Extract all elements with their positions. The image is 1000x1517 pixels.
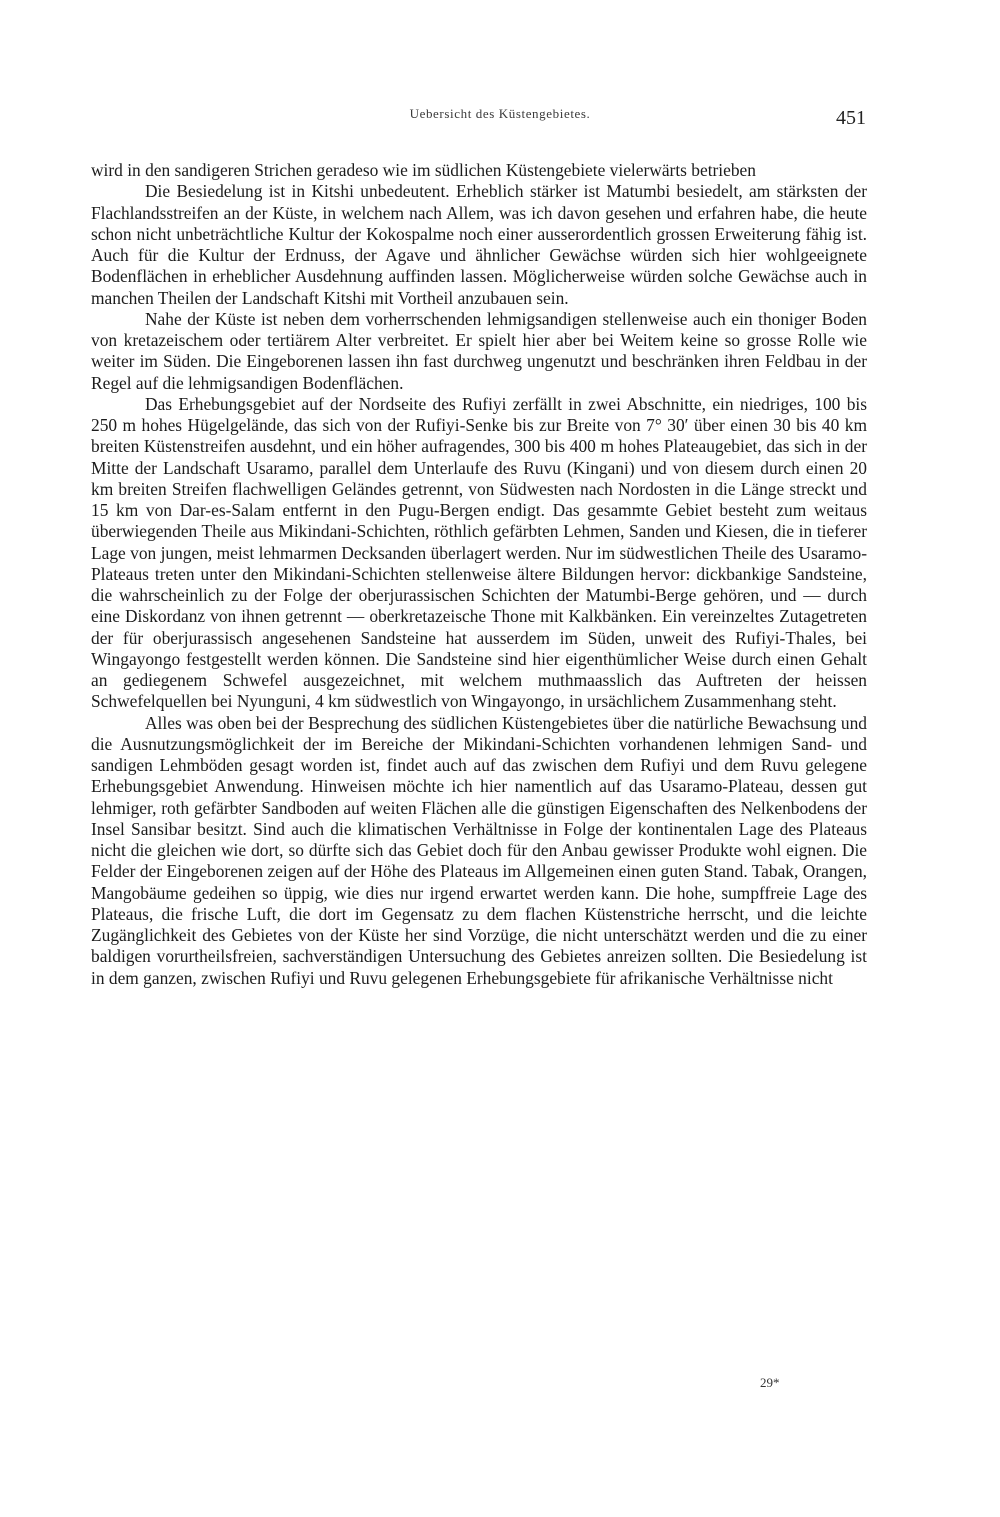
running-title: Uebersicht des Küstengebietes. [409,106,591,121]
paragraph-soil: Nahe der Küste ist neben dem vorherrschenden lehmigsandigen stellenweise auch ein thoniger Boden von kretazeischem oder tertiärem Alter verbreitet. Er spielt hier aber bei Weitem keine so grosse Rolle wie weiter im Süden. Die Eingeborenen lassen ihn fast durchweg ungenutzt und beschränken ihren Feldbau in der Regel auf die lehmigsandigen Bodenflächen. [91,308,867,393]
paragraph-uplands: Das Erhebungsgebiet auf der Nordseite des Rufiyi zerfällt in zwei Abschnitte, ein niedriges, 100 bis 250 m hohes Hügelgelände, das sich von der Rufiyi-Senke bis zur Breite von 7° 30′ über einen 30 bis 40 km breiten Küstenstreifen ausdehnt, und ein höher aufragendes, 300 bis 400 m hohes Plateaugebiet, das sich in der Mitte der Landschaft Usaramo, parallel dem Unterlaufe des Ruvu (Kingani) und von diesem durch einen 20 km breiten Streifen flachwelligen Geländes getrennt, von Südwesten nach Nordosten in die Länge streckt und 15 km von Dar-es-Salam entfernt in den Pugu-Bergen endigt. Das gesammte Gebiet besteht zum weitaus überwiegenden Theile aus Mikindani-Schichten, röthlich gefärbten Lehmen, Sanden und Kiesen, die in tieferer Lage von jungen, meist lehmarmen Decksanden überlagert werden. Nur im südwestlichen Theile des Usaramo-Plateaus treten unter den Mikindani-Schichten stellenweise ältere Bildungen hervor: dickbankige Sandsteine, die wahrscheinlich zu der Folge der oberjurassischen Schichten der Matumbi-Berge gehören, und — durch eine Diskordanz von ihnen getrennt — oberkretazeische Thone mit Kalkbänken. Ein vereinzeltes Zutagetreten der für oberjurassisch angesehenen Sandsteine hat ausserdem im Süden, unweit des Rufiyi-Thales, bei Wingayongo festgestellt werden können. Die Sandsteine sind hier eigenthümlicher Weise durch einen Gehalt an gediegenem Schwefel ausgezeichnet, mit welchem muthmaasslich das Auftreten der heissen Schwefelquellen bei Nyunguni, 4 km südwestlich von Wingayongo, in ursächlichem Zusammenhang steht. [91,393,867,712]
signature-mark: 29* [760,1375,780,1390]
paragraph-settlement: Die Besiedelung ist in Kitshi unbedeutent. Erheblich stärker ist Matumbi besiedelt, am stärksten der Flachlandsstreifen an der Küste, in welchem nach Allem, was ich davon gesehen und erfahren habe, die heute schon nicht unbeträchtliche Kultur der Kokospalme noch einer ausserordentlich grossen Erweiterung fähig ist. Auch für die Kultur der Erdnuss, der Agave und ähnlicher Gewächse würden sich hier wohlgeeignete Bodenflächen in erheblicher Ausdehnung auffinden lassen. Möglicherweise würden solche Gewächse auch in manchen Theilen der Landschaft Kitshi mit Vortheil anzubauen sein. [91,181,867,308]
paragraph-continuation: wird in den sandigeren Strichen geradeso wie im südlichen Küstengebiete vielerwärts betrieben [91,160,756,180]
body-text [91,160,867,989]
paragraph-usaramo-plateau: Alles was oben bei der Besprechung des südlichen Küstengebietes über die natürliche Bewachsung und die Ausnutzungsmöglichkeit der im Bereiche der Mikindani-Schichten vorhandenen lehmigen Sand- und sandigen Lehmböden gesagt worden ist, findet auch auf das zwischen dem Rufiyi und dem Ruvu gelegene Erhebungsgebiet Anwendung. Hinweisen möchte ich hier namentlich auf das Usaramo-Plateau, dessen gut lehmiger, roth gefärbter Sandboden auf weiten Flächen alle die günstigen Eigenschaften des Nelkenbodens der Insel Sansibar besitzt. Sind auch die klimatischen Verhältnisse in Folge der kontinentalen Lage des Plateaus nicht die gleichen wie dort, so dürfte sich das Gebiet doch für den Anbau gewisser Produkte wohl eignen. Die Felder der Eingeborenen zeigen auf der Höhe des Plateaus im Allgemeinen einen guten Stand. Tabak, Orangen, Mangobäume gedeihen so üppig, wie dies nur irgend erwartet werden kann. Die hohe, sumpffreie Lage des Plateaus, die frische Luft, die dort im Gegensatz zu dem flachen Küstenstriche herrscht, und die leichte Zugänglichkeit des Gebietes von der Küste her sind Vorzüge, die nicht unterschätzt werden und die zu einer baldigen vorurtheilsfreien, sachverständigen Untersuchung des Gebietes anreizen sollten. Die Besiedelung ist in dem ganzen, zwischen Rufiyi und Ruvu gelegenen Erhebungsgebiete für afrikanische Verhältnisse nicht [91,712,867,988]
page-number: 451 [836,107,866,129]
